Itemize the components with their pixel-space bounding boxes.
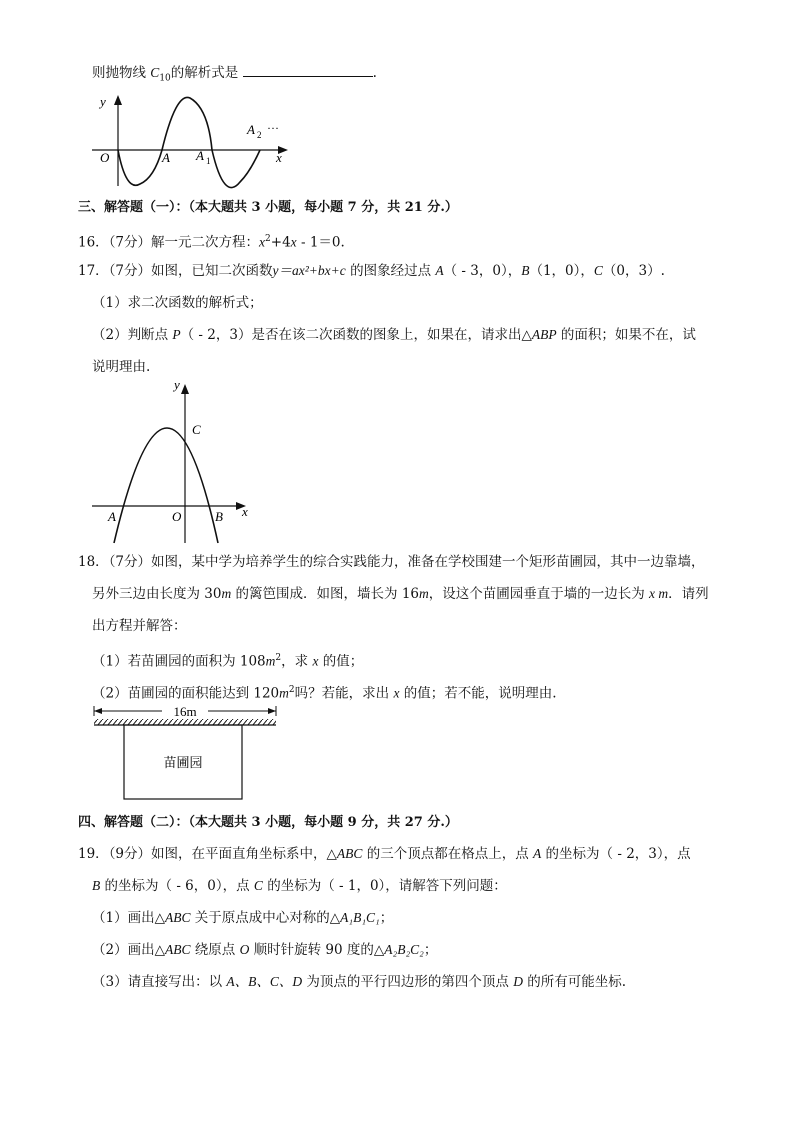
q15-suffix: 的解析式是 (170, 65, 239, 81)
q16-num: 16． (78, 234, 109, 251)
q16-points: （7分） (108, 234, 152, 251)
section4-note: （本大题共 3 小题，每小题 9 分，共 27 分.） (188, 815, 458, 830)
fig17-curve (114, 428, 218, 543)
q18-sub2-a: （2）苗圃园的面积能达到 120 (92, 685, 280, 702)
fig18-dim-arrow-right (268, 708, 276, 714)
q17-line1: 17．（7分）如图，已知二次函数y＝ax²+bx+c 的图象经过点 A（ - 3，0），B（1，0），C（0，3）. (78, 263, 665, 279)
q19-sub2-O: O (239, 942, 250, 957)
q18-line2-m: m (221, 586, 232, 601)
q15-line (92, 64, 377, 88)
q19-sub2 (92, 941, 437, 959)
section3-note: （本大题共 3 小题，每小题 7 分，共 21 分.） (188, 200, 458, 215)
q18-sub2-m: m (279, 685, 289, 701)
fig17-y-label: y (174, 377, 180, 392)
fig18-garden-diagram (92, 702, 282, 802)
q18-line2-d: ．请列 (668, 586, 709, 602)
q18-sub2-sup: 2 (288, 685, 295, 695)
q17-point-A: A (435, 263, 444, 278)
q18-line2-m2: m (419, 586, 429, 601)
q19-line1-A: A (533, 846, 542, 861)
q18-sub1-m: m (265, 653, 276, 669)
fig17-y-arrow (181, 384, 189, 394)
q19-line1-ABC: ABC (336, 846, 363, 861)
q19-line1-c: 的坐标为（ - 2，3），点 (541, 846, 691, 862)
q19-line2-C: C (253, 878, 263, 893)
q16-text: 解一元二次方程： (151, 234, 260, 251)
q17-points: （7分） (108, 263, 152, 279)
q18-line2-c: ，设这个苗圃园垂直于墙的一边长为 (428, 586, 650, 602)
fig15-A2-sub: 2 (257, 130, 262, 140)
q18-line2-a: 另外三边由长度为 30 (92, 586, 222, 602)
q19-sub1-a: （1）画出△ (92, 910, 165, 926)
q19-sub1 (92, 909, 393, 927)
q19-sub3-points: A、B、C、D (226, 974, 303, 989)
q19-line1-b: 的三个顶点都在格点上，点 (362, 846, 534, 862)
q16-line (78, 230, 345, 252)
q19-sub3-D: D (513, 974, 523, 989)
q15-sub: 10 (159, 73, 171, 84)
q17-point-B: B (521, 263, 530, 278)
q16-eq-var: x (259, 234, 266, 250)
fig15-wave-graph (92, 92, 292, 188)
fig15-x-label: x (276, 150, 282, 165)
q18-points: （7分） (108, 554, 152, 570)
q17-num: 17． (78, 263, 109, 279)
q15-var: C (150, 65, 160, 80)
q19-line2 (92, 877, 507, 895)
fig15-A1-sub: 1 (206, 156, 211, 166)
q17-sub2-ABP: ABP (531, 327, 557, 342)
section3-heading (78, 199, 458, 217)
fig15-A-label: A (162, 150, 170, 165)
section3-title: 三、解答题（一）： (78, 200, 189, 215)
q18-sub2 (92, 681, 557, 703)
q15-answer-blank[interactable] (243, 64, 373, 77)
q19-line1-a: 如图，在平面直角坐标系中，△ (151, 846, 337, 862)
q19-sub2-c: 顺时针旋转 90 度的△ (249, 942, 385, 958)
fig17-parabola-graph (92, 375, 257, 545)
q19-sub1-b: 关于原点成中心对称的△ (190, 910, 341, 926)
q18-sub1-b: ，求 (281, 653, 313, 670)
section4-heading (78, 814, 458, 832)
fig18-wall-hatch (94, 719, 276, 725)
fig17-x-label: x (242, 504, 248, 519)
q19-sub1-triangle: A₁B₁C₁ (340, 910, 380, 925)
q18-sub2-x: x (393, 685, 400, 701)
q15-end: . (372, 65, 377, 81)
q18-sub1 (92, 649, 363, 671)
q17-sub2-b: （ - 2，3）是否在该二次函数的图象上，如果在，请求出△ (180, 327, 532, 343)
q17-coord-C: （0，3） (602, 263, 661, 279)
q17-sub2 (92, 326, 696, 344)
q19-sub1-c: ； (379, 910, 394, 926)
q18-sub1-c: 的值； (318, 653, 364, 670)
fig17-origin-label: O (172, 509, 182, 524)
q18-sub1-a: （1）若苗圃园的面积为 108 (92, 653, 266, 670)
q15-prefix: 则抛物线 (92, 65, 151, 81)
fig15-origin-label: O (100, 150, 110, 165)
q17-end: . (660, 263, 665, 279)
q18-line2 (92, 585, 709, 603)
q18-num: 18． (78, 554, 109, 570)
q18-sub2-c: 的值；若不能，说明理由. (399, 685, 557, 702)
q17-sub1: （1）求二次函数的解析式； (92, 295, 263, 311)
q18-text1: 如图，某中学为培养学生的综合实践能力，准备在学校围建一个矩形苗圃园，其中一边靠墙， (151, 554, 705, 570)
q17-coord-B: （1，0） (529, 263, 581, 279)
fig15-curve (118, 97, 260, 187)
q17-function: y＝ax²+bx+c (272, 263, 346, 278)
q19-sub3-a: （3）请直接写出：以 (92, 974, 227, 990)
q18-line1 (78, 553, 705, 571)
fig15-y-label: y (100, 94, 106, 109)
q18-sub1-sup: 2 (275, 653, 282, 663)
q17-sub2-line2: 说明理由. (92, 359, 151, 375)
q18-sub1-x: x (312, 653, 319, 669)
q19-num: 19． (78, 846, 109, 862)
q17-sub2-c: 的面积；如果不在，试 (556, 327, 696, 343)
q19-sub3-b: 为顶点的平行四边形的第四个顶点 (302, 974, 514, 990)
q18-line2-x: x m (649, 586, 669, 601)
fig17-B-label: B (215, 509, 223, 524)
q19-sub2-ABC: ABC (164, 942, 191, 957)
q19-sub3 (92, 973, 626, 991)
fig18-wall-length-label: 16m (173, 704, 197, 719)
q17-sub2-P: P (172, 327, 181, 342)
q19-line2-a: 的坐标为（ - 6，0），点 (100, 878, 254, 894)
q18-sub2-b: 吗？若能，求出 (294, 685, 394, 702)
fig18-garden-label: 苗圃园 (163, 755, 203, 770)
q17-point-C: C (593, 263, 603, 278)
q19-line2-B: B (92, 878, 101, 893)
q16-eq-sup: 2 (265, 234, 271, 244)
q19-line1 (78, 845, 691, 863)
q16-eq-c: x (290, 234, 297, 250)
section4-title: 四、解答题（二）： (78, 815, 189, 830)
fig15-y-arrow (114, 95, 122, 105)
q17-text2: 的图象经过点 (345, 263, 436, 279)
q19-sub2-b: 绕原点 (190, 942, 240, 958)
q19-points: （9分） (108, 846, 152, 862)
fig15-A2-label: A (247, 122, 255, 137)
q17-coord-A: （ - 3，0） (443, 263, 508, 279)
fig15-A1-label: A (196, 148, 204, 163)
q18-line3: 出方程并解答： (92, 618, 187, 634)
q19-sub2-a: （2）画出△ (92, 942, 165, 958)
q17-sub2-a: （2）判断点 (92, 327, 173, 343)
q19-sub2-d: ； (423, 942, 438, 958)
fig15-dots: ··· (267, 121, 279, 135)
fig18-dim-arrow-left (94, 708, 102, 714)
q19-sub1-ABC: ABC (164, 910, 191, 925)
q19-sub3-c: 的所有可能坐标. (522, 974, 627, 990)
q16-eq-d: - 1＝0. (296, 234, 345, 251)
q16-eq-b: +4 (270, 234, 291, 251)
q19-sub2-triangle: A₂B₂C₂ (384, 942, 424, 957)
q18-line2-b: 的篱笆围成．如图，墙长为 16 (231, 586, 419, 602)
q19-line2-b: 的坐标为（ - 1，0），请解答下列问题： (262, 878, 507, 894)
fig17-A-label: A (108, 509, 116, 524)
fig17-C-label: C (192, 422, 201, 437)
q17-text1: 如图，已知二次函数 (151, 263, 273, 279)
